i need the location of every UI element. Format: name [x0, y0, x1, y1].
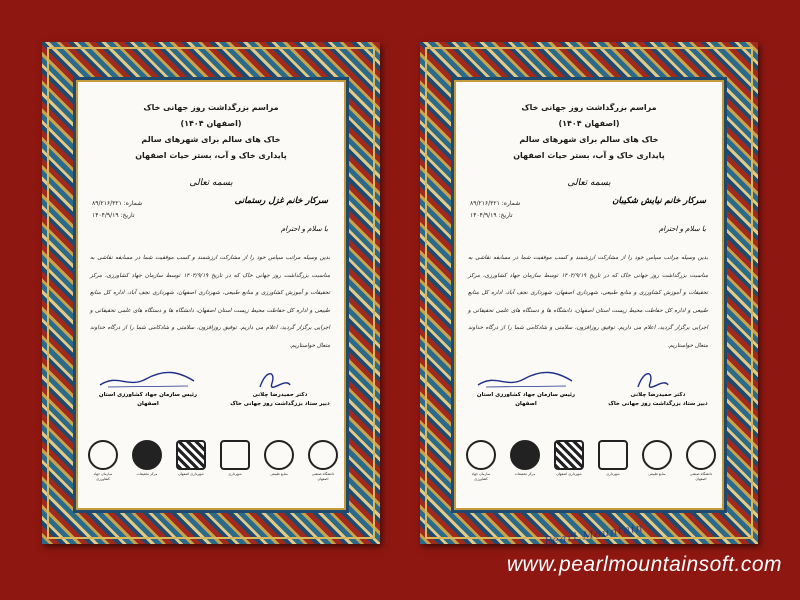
- sponsor-logo: مرکز تحقیقات: [510, 440, 540, 477]
- municipality-emblem-icon: [554, 440, 584, 470]
- number-label: شماره:: [123, 200, 143, 207]
- header-title: مراسم بزرگداشت روز جهانی خاک: [143, 103, 279, 112]
- signer1-name: دکتر حمیدرضا چلانی: [630, 392, 686, 398]
- number-label: شماره:: [501, 200, 521, 207]
- certificate-left: [42, 42, 380, 544]
- number-value: ۸۹/۲۱۶/۳۲۱: [470, 200, 500, 207]
- signature-scribble: [88, 367, 208, 391]
- date-label: تاریخ:: [498, 212, 513, 219]
- sponsor-logo: شهرداری: [220, 440, 250, 477]
- header-title: مراسم بزرگداشت روز جهانی خاک: [521, 103, 657, 112]
- date-value: ۱۴۰۴/۹/۱۹: [92, 212, 119, 219]
- salutation: بسمه تعالی: [567, 178, 611, 188]
- salutation: بسمه تعالی: [189, 178, 233, 188]
- header-slogan: خاک های سالم برای شهرهای سالم: [141, 135, 281, 144]
- signer1-title: دبیر ستاد بزرگداشت روز جهانی خاک: [608, 401, 708, 407]
- site-url-watermark: www.pearlmountainsoft.com: [506, 553, 782, 576]
- sponsor-logos: [466, 440, 716, 482]
- date-value: ۱۴۰۴/۹/۱۹: [470, 212, 497, 219]
- research-center-emblem-icon: [510, 440, 540, 470]
- signature-block-right: [220, 367, 340, 409]
- research-center-emblem-icon: [132, 440, 162, 470]
- date-label: تاریخ:: [120, 212, 135, 219]
- signature-scribble: [466, 367, 586, 391]
- header-slogan: خاک های سالم برای شهرهای سالم: [519, 135, 659, 144]
- greeting: با سلام و احترام: [658, 225, 706, 233]
- header-year: (اصفهان ۱۴۰۴): [558, 119, 620, 128]
- signer2-title: رئیس سازمان جهاد کشاورزی استان اصفهان: [476, 392, 576, 407]
- certificate-paper: [454, 80, 724, 510]
- header-year: (اصفهان ۱۴۰۴): [180, 119, 242, 128]
- reference-block: [92, 198, 142, 222]
- sponsor-logo: شهرداری: [598, 440, 628, 477]
- natural-resources-emblem-icon: [264, 440, 294, 470]
- certificate-right: [420, 42, 758, 544]
- municipality-emblem-2-icon: [598, 440, 628, 470]
- watermark-seal: Pearl Mountain: [543, 521, 645, 548]
- sponsor-logo: دانشگاه صنعتی اصفهان: [308, 440, 338, 482]
- jahad-keshavarzi-emblem-icon: [88, 440, 118, 470]
- reference-block: [470, 198, 520, 222]
- sponsor-logo: مرکز تحقیقات: [132, 440, 162, 477]
- signature-scribble: [598, 367, 718, 391]
- sponsor-logo: سازمان جهاد کشاورزی: [88, 440, 118, 482]
- municipality-emblem-2-icon: [220, 440, 250, 470]
- header-subslogan: پایداری خاک و آب، بستر حیات اصفهان: [513, 151, 665, 160]
- sponsor-logo: دانشگاه صنعتی اصفهان: [686, 440, 716, 482]
- university-emblem-icon: [686, 440, 716, 470]
- sponsor-logo: شهرداری اصفهان: [176, 440, 206, 477]
- certificate-header: [78, 100, 344, 164]
- jahad-keshavarzi-emblem-icon: [466, 440, 496, 470]
- sponsor-logo: منابع طبیعی: [642, 440, 672, 477]
- signature-scribble: [220, 367, 340, 391]
- header-subslogan: پایداری خاک و آب، بستر حیات اصفهان: [135, 151, 287, 160]
- natural-resources-emblem-icon: [642, 440, 672, 470]
- signer1-name: دکتر حمیدرضا چلانی: [252, 392, 308, 398]
- certificate-paper: [76, 80, 346, 510]
- addressee: سرکار خانم نیایش شکیبان: [612, 196, 706, 206]
- sponsor-logos: [88, 440, 338, 482]
- university-emblem-icon: [308, 440, 338, 470]
- sponsor-logo: منابع طبیعی: [264, 440, 294, 477]
- signature-block-left: [88, 367, 208, 409]
- greeting: با سلام و احترام: [280, 225, 328, 233]
- number-value: ۸۹/۲۱۶/۳۲۱: [92, 200, 122, 207]
- signer2-title: رئیس سازمان جهاد کشاورزی استان اصفهان: [98, 392, 198, 407]
- addressee: سرکار خانم غزل رستمانی: [234, 196, 328, 206]
- certificate-body: بدین وسیله مراتب سپاس خود را از مشارکت ارزشمند و کسب موفقیت شما در مسابقه نقاشی به مناسبت بزرگداشت روز جهانی خاک که در تاریخ ۱۴۰۴/۹/۱۹ توسط سازمان جهاد کشاورزی، مرکز تحقیقات و آموزش کشاورزی و منابع طبیعی، شهرداری اصفهان، شهرداری نجف آباد، اداره کل منابع طبیعی و اداره کل حفاظت محیط زیست استان اصفهان، دانشگاه ها و دستگاه های علمی تحقیقاتی و اجرایی برگزار گردید، اعلام می داریم. توفیق روزافزون، سلامتی و شادکامی شما را از درگاه خداوند متعال خواستاریم.: [90, 255, 330, 349]
- certificate-header: [456, 100, 722, 164]
- sponsor-logo: سازمان جهاد کشاورزی: [466, 440, 496, 482]
- signer1-title: دبیر ستاد بزرگداشت روز جهانی خاک: [230, 401, 330, 407]
- signature-block-right: [598, 367, 718, 409]
- signature-block-left: [466, 367, 586, 409]
- municipality-emblem-icon: [176, 440, 206, 470]
- sponsor-logo: شهرداری اصفهان: [554, 440, 584, 477]
- certificate-body: بدین وسیله مراتب سپاس خود را از مشارکت ارزشمند و کسب موفقیت شما در مسابقه نقاشی به مناسبت بزرگداشت روز جهانی خاک که در تاریخ ۱۴۰۴/۹/۱۹ توسط سازمان جهاد کشاورزی، مرکز تحقیقات و آموزش کشاورزی و منابع طبیعی، شهرداری اصفهان، شهرداری نجف آباد، اداره کل منابع طبیعی و اداره کل حفاظت محیط زیست استان اصفهان، دانشگاه ها و دستگاه های علمی تحقیقاتی و اجرایی برگزار گردید، اعلام می داریم. توفیق روزافزون، سلامتی و شادکامی شما را از درگاه خداوند متعال خواستاریم.: [468, 255, 708, 349]
